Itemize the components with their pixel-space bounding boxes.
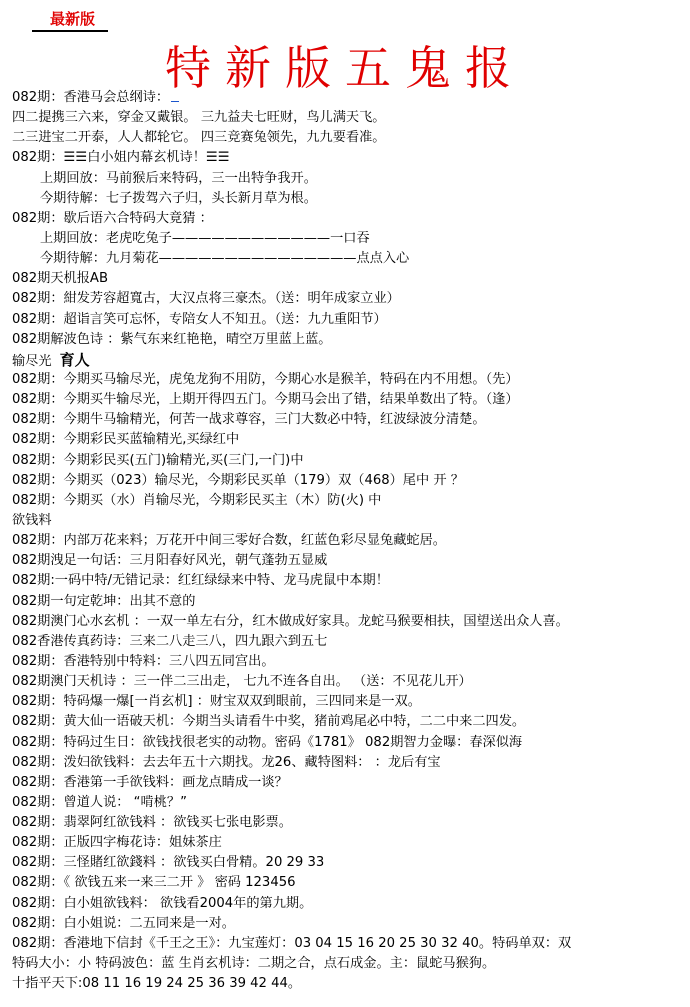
text-line <box>12 914 682 934</box>
text-line-content: 082期：今期牛马输精光，何苦一战求尊容，三门大数必中特，红波绿波分清楚。 <box>12 412 486 428</box>
text-line <box>12 390 682 410</box>
text-line <box>12 410 682 430</box>
text-line <box>12 148 682 168</box>
text-line <box>12 229 682 249</box>
text-line-content: 082期澳门天机诗 ：三一伴二三出走， 七九不连各自出。 （送：不见花儿开） <box>12 674 472 690</box>
text-line <box>12 189 682 209</box>
text-line <box>12 873 682 893</box>
text-line <box>12 592 682 612</box>
text-line-content: 082期：超诣言笑可忘怀，专陪女人不知丑。（送：九九重阳节） <box>12 311 387 327</box>
text-line-content: 二三进宝二开泰，人人都轮它。 四三竞赛兔领先，九九要看准。 <box>12 130 386 146</box>
text-line-content: 082期：正版四字梅花诗：姐妹茶庄 <box>12 835 222 851</box>
text-line <box>12 853 682 873</box>
text-line <box>12 128 682 148</box>
text-line <box>12 310 682 330</box>
text-line <box>12 88 682 108</box>
text-line <box>12 632 682 652</box>
text-line <box>12 833 682 853</box>
text-line-content: 082期：香港第一手欲钱料：画龙点睛成一谈？ <box>12 774 288 790</box>
text-line-content: 082期：今期买（023）输尽光，今期彩民买单（179）双（468）尾中 开 ？ <box>12 472 464 488</box>
text-line-content: 082期：紺发芳容超寬古，大汉点将三豪杰。（送：明年成家立业） <box>12 291 400 307</box>
text-line <box>12 793 682 813</box>
text-line <box>12 672 682 692</box>
text-line <box>12 551 682 571</box>
text-line-content: 欲钱料 <box>12 512 52 528</box>
text-line <box>12 269 682 289</box>
text-line <box>12 491 682 511</box>
text-line-content: 082期：曾道人说： “啃桃？” <box>12 794 187 810</box>
text-line-content: 082期：特码爆一爆[一肖玄机] ：财宝双双到眼前，三四同来是一双。 <box>12 694 421 710</box>
overlay-note: 育人 <box>59 350 90 369</box>
text-line <box>12 712 682 732</box>
text-line-content: 082期：今期买马输尽光，虎兔龙狗不用防，今期心水是猴羊，特码在内不用想。（先） <box>12 371 519 387</box>
text-line <box>12 531 682 551</box>
text-line-content: 082期：翡翠阿红欲钱料 ：欲钱买七张电影票。 <box>12 815 292 831</box>
text-line-content: 082期一句定乾坤：出其不意的 <box>12 593 196 609</box>
text-line-content: 特码大小：小 特码波色：蓝 生肖玄机诗：二期之合，点石成金。主：鼠蛇马猴狗。 <box>12 956 496 972</box>
text-line <box>12 430 682 450</box>
text-line-content: 082期：今期买（水）肖输尽光，今期彩民买主（木）防(火) 中 <box>12 492 382 508</box>
text-cursor-icon <box>171 89 179 102</box>
text-line <box>12 451 682 471</box>
text-line <box>12 652 682 672</box>
text-line <box>12 370 682 390</box>
text-line <box>12 954 682 974</box>
text-line-content: 十指平天下:08 11 16 19 24 25 36 39 42 44。 <box>12 976 302 992</box>
text-line-content: 082期：今期彩民买蓝输精光,买绿红中 <box>12 432 240 448</box>
text-line <box>12 108 682 128</box>
text-line-content: 082期：香港地下信封《千王之王》：九宝莲灯：03 04 15 16 20 25 30 32 40。特码单双：双 <box>12 935 572 951</box>
text-line <box>12 934 682 954</box>
text-line-content: 082期：歇后语六合特码大竟猜 ： <box>12 210 213 226</box>
edition-badge-label: 最新版 <box>50 10 96 28</box>
edition-badge <box>32 0 108 32</box>
text-line-content: 四二提携三六来，穿金又戴银。 三九益夫七旺财，鸟儿满天飞。 <box>12 110 386 126</box>
text-line <box>12 249 682 269</box>
text-line-content: 082期：今期买牛输尽光，上期开得四五门。今期马会出了错，结果单数出了特。（逢） <box>12 392 519 408</box>
text-line <box>12 471 682 491</box>
text-line-content: 082期：内部万花来料；万花开中间三零好合数，红蓝色彩尽显兔藏蛇居。 <box>12 533 446 549</box>
document-body <box>12 88 682 994</box>
text-line <box>12 289 682 309</box>
text-line-content: 082期:一码中特/无错记录：红红绿绿来中特、龙马虎鼠中本期！ <box>12 573 389 589</box>
text-line <box>12 330 682 350</box>
text-line-content: 082期：《 欲钱五来一来三二开 》 密码 123456 <box>12 875 296 891</box>
text-line-content: 082期：香港马会总纲诗： <box>12 90 170 105</box>
text-line <box>12 571 682 591</box>
text-line <box>12 813 682 833</box>
text-line-content: 上期回放：马前猴后来特码，三一出特争我开。 <box>40 170 317 186</box>
text-line <box>12 511 682 531</box>
text-line <box>12 974 682 994</box>
page-title: 特新版五鬼报 <box>165 41 525 95</box>
text-line-content: 082期解波色诗 ：紫气东来红艳艳，晴空万里蓝上蓝。 <box>12 331 332 347</box>
text-line <box>12 169 682 189</box>
text-line-content: 082期：香港特别中特料：三八四五同宫出。 <box>12 653 275 669</box>
text-line-content: 上期回放：老虎吃兔子————————————一口吞 <box>40 230 370 246</box>
text-line <box>12 894 682 914</box>
text-line-content: 082期：今期彩民买(五门)输精光,买(三门,一门)中 <box>12 452 304 468</box>
text-line-content: 082期天机报AB <box>12 271 108 287</box>
text-line-content: 082期：特码过生日：欲钱找很老实的动物。密码《1781》 082期智力金曝：春深似海 <box>12 734 523 750</box>
text-line-content: 今期待解：七子拨驾六子归，头长新月草为根。 <box>40 190 317 206</box>
text-line <box>12 753 682 773</box>
text-line-content: 082期：白小姐欲钱料： 欲钱看2004年的第九期。 <box>12 895 313 911</box>
text-line-content: 082期：黄大仙一语破天机：今期当头请看牛中奖，猪前鸡尾必中特，二二中来二四发。 <box>12 714 526 730</box>
text-line-content: 082期：白小姐说：二五同来是一对。 <box>12 915 235 931</box>
text-line <box>12 612 682 632</box>
text-line-content: 082香港传真药诗：三来二八走三八，四九跟六到五七 <box>12 633 328 649</box>
text-line <box>12 773 682 793</box>
text-line-content: 输尽光 <box>12 353 52 369</box>
text-line-content: 082期洩足一句话：三月阳春好风光，朝气蓬勃五显威 <box>12 553 328 569</box>
text-line <box>12 733 682 753</box>
text-line-content: 082期：泼妇欲钱料：去去年五十六期找。龙26、藏特图料： ：龙后有宝 <box>12 754 441 770</box>
text-line <box>12 350 682 370</box>
text-line <box>12 692 682 712</box>
text-line <box>12 209 682 229</box>
text-line-content: 082期：☰☰白小姐内幕玄机诗！☰☰ <box>12 150 230 166</box>
text-line-content: 今期待解：九月菊花———————————————点点入心 <box>40 251 410 267</box>
text-line-content: 082期：三怪賭红欲錢料 ：欲钱买白骨精。20 29 33 <box>12 855 325 871</box>
text-line-content: 082期澳门心水玄机 ：一双一单左右分，红木做成好家具。龙蛇马猴要相扶，国望送出众人喜。 <box>12 613 569 629</box>
